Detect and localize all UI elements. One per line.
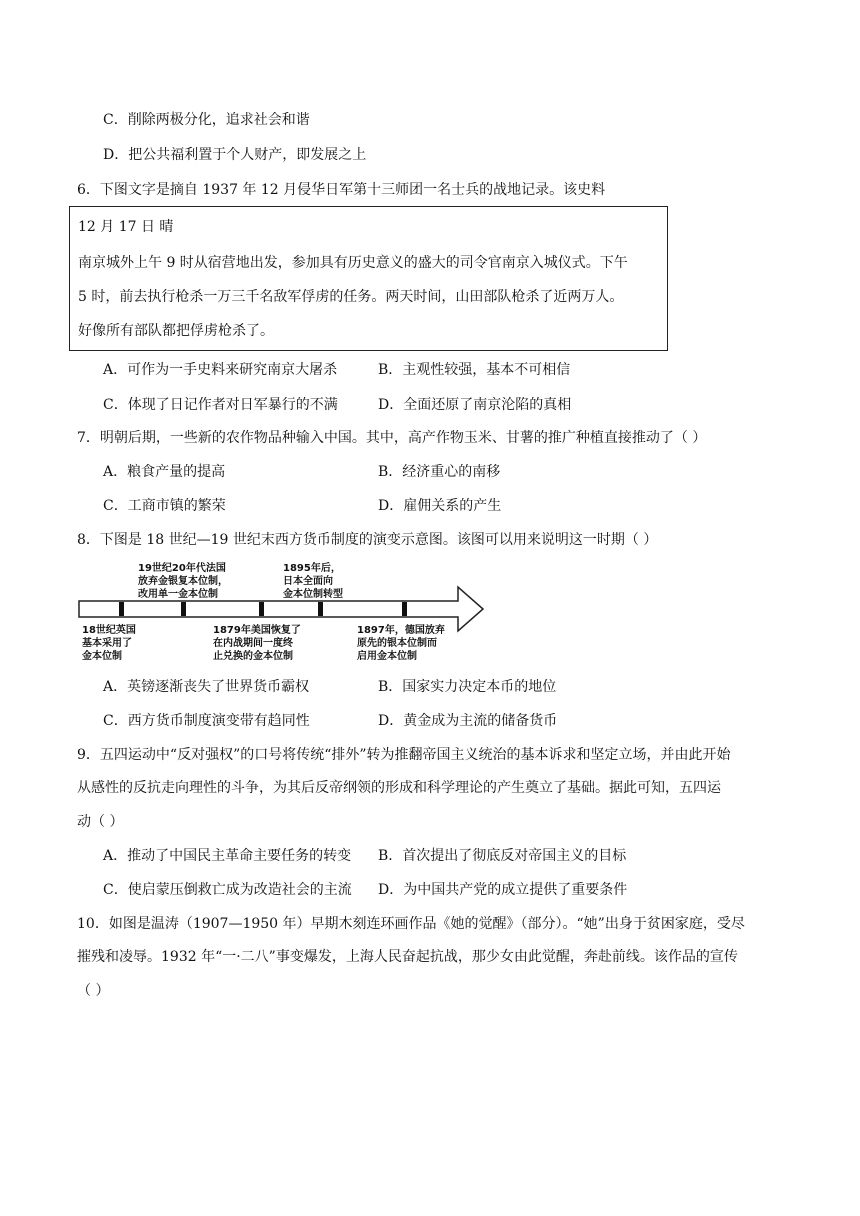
timeline-tick (119, 602, 124, 616)
timeline-label-britain: 18世纪英国 基本采用了 金本位制 (82, 625, 136, 662)
q6-option-a: A．可作为一手史料来研究南京大屠杀 (103, 362, 338, 378)
q10-stem-line-1: 10．如图是温涛（1907—1950 年）早期木刻连环画作品《她的觉醒》（部分）。“她”出身于贫困家庭，受尽 (77, 916, 745, 932)
q6-option-b: B．主观性较强，基本不可相信 (378, 362, 571, 378)
q5-option-c: C．削除两极分化，追求社会和谐 (103, 112, 310, 128)
q10-stem-line-2: 摧残和凌辱。1932 年“一·二八”事变爆发，上海人民奋起抗战，那少女由此觉醒，奔赴前线。该作品的宣传 (77, 949, 738, 965)
q9-option-c: C．使启蒙压倒救亡成为改造社会的主流 (103, 882, 352, 898)
q6-box-line-2: 南京城外上午 9 时从宿营地出发，参加具有历史意义的盛大的司令官南京入城仪式。下午 (78, 255, 628, 271)
q6-box-line-1: 12 月 17 日 晴 (78, 219, 174, 235)
timeline-label-germany: 1897年，德国放弃 原先的银本位制而 启用金本位制 (357, 625, 445, 662)
q8-option-d: D．黄金成为主流的储备货币 (378, 713, 558, 729)
timeline-tick (402, 602, 407, 616)
q7-option-a: A．粮食产量的提高 (103, 464, 226, 480)
q6-stem: 6．下图文字是摘自 1937 年 12 月侵华日军第十三师团一名士兵的战地记录。该史料 (77, 182, 606, 198)
q7-stem: 7．明朝后期，一些新的农作物品种输入中国。其中，高产作物玉米、甘薯的推广种植直接推动了（ ） (77, 430, 707, 446)
timeline-tick (259, 602, 264, 616)
q9-stem-line-1: 9．五四运动中“反对强权”的口号将传统“排外”转为推翻帝国主义统治的基本诉求和坚定立场，并由此开始 (77, 747, 731, 763)
q9-stem-line-3: 动（ ） (77, 814, 124, 830)
timeline-tick (181, 602, 186, 616)
q6-option-d: D．全面还原了南京沦陷的真相 (378, 397, 572, 413)
timeline-tick (318, 602, 323, 616)
q7-option-d: D．雇佣关系的产生 (378, 498, 502, 514)
q7-option-c: C．工商市镇的繁荣 (103, 498, 226, 514)
q9-option-b: B．首次提出了彻底反对帝国主义的目标 (378, 848, 627, 864)
q6-source-box (69, 206, 668, 351)
timeline-label-usa: 1879年美国恢复了 在内战期间一度终 止兑换的金本位制 (213, 625, 301, 662)
q10-stem-line-3: （ ） (77, 983, 110, 999)
q6-box-line-3: 5 时，前去执行枪杀一万三千名敌军俘虏的任务。两天时间，山田部队枪杀了近两万人。 (78, 289, 624, 305)
q5-option-d: D．把公共福利置于个人财产，即发展之上 (103, 147, 367, 163)
q6-box-line-4: 好像所有部队都把俘虏枪杀了。 (78, 323, 274, 339)
q8-stem: 8．下图是 18 世纪—19 世纪末西方货币制度的演变示意图。该图可以用来说明这一时期（ ） (77, 532, 658, 548)
q9-stem-line-2: 从感性的反抗走向理性的斗争，为其后反帝纲领的形成和科学理论的产生奠立了基础。据此可知，五四运 (77, 780, 721, 796)
timeline-label-france: 19世纪20年代法国 放弃金银复本位制， 改用单一金本位制 (138, 563, 228, 600)
q9-option-a: A．推动了中国民主革命主要任务的转变 (103, 848, 352, 864)
timeline-label-japan: 1895年后， 日本全面向 金本位制转型 (283, 563, 343, 600)
q8-option-c: C．西方货币制度演变带有趋同性 (103, 713, 310, 729)
q6-option-c: C．体现了日记作者对日军暴行的不满 (103, 397, 338, 413)
q8-option-a: A．英镑逐渐丧失了世界货币霸权 (103, 679, 310, 695)
q8-option-b: B．国家实力决定本币的地位 (378, 679, 557, 695)
q7-option-b: B．经济重心的南移 (378, 464, 501, 480)
q9-option-d: D．为中国共产党的成立提供了重要条件 (378, 882, 628, 898)
